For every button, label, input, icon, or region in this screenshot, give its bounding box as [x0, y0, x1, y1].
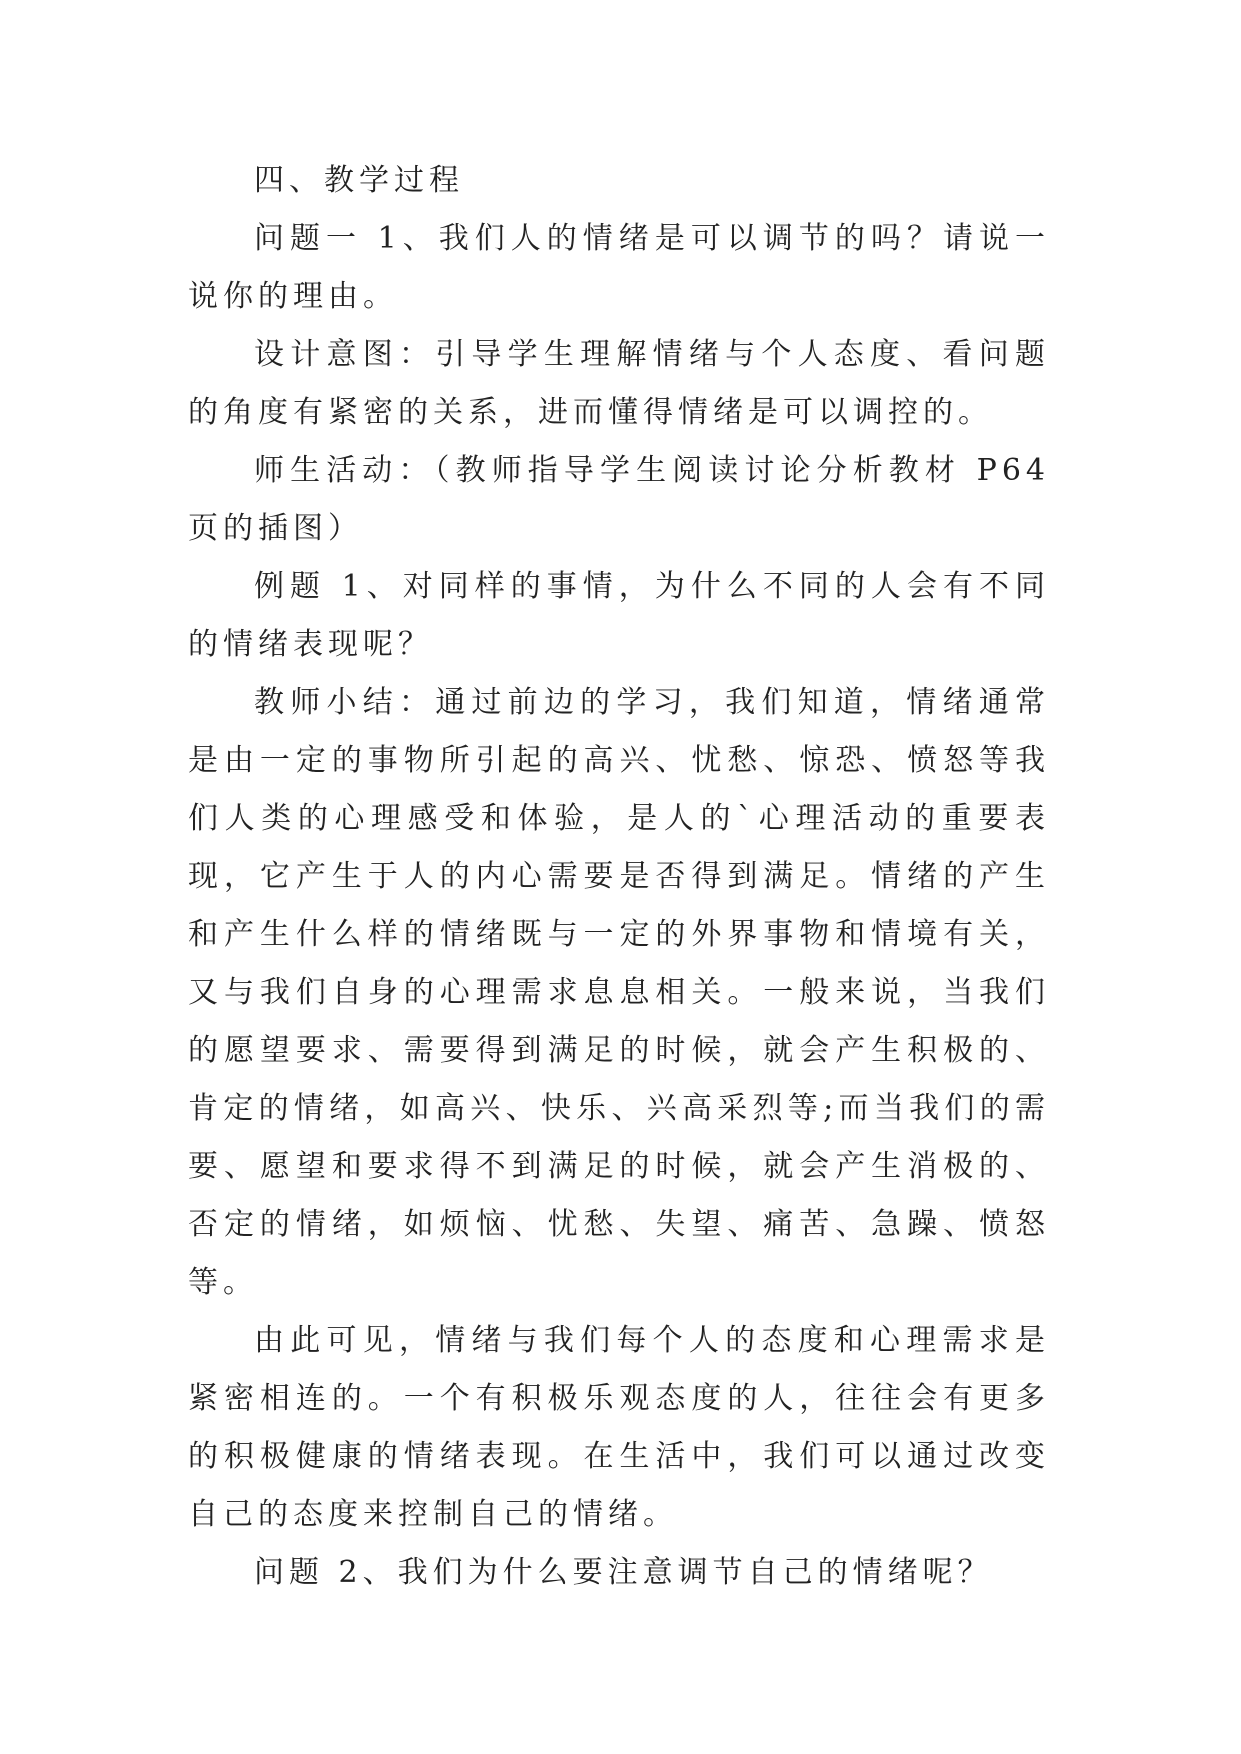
teacher-summary: 教师小结：通过前边的学习，我们知道，情绪通常是由一定的事物所引起的高兴、忧愁、惊恐、愤怒等我们人类的心理感受和体验，是人的`心理活动的重要表现，它产生于人的内心需要是否得到满足。情绪的产生和产生什么样的情绪既与一定的外界事物和情境有关，又与我们自身的心理需求息息相关。一般来说，当我们的愿望要求、需要得到满足的时候，就会产生积极的、肯定的情绪，如高兴、快乐、兴高采烈等;而当我们的需要、愿望和要求得不到满足的时候，就会产生消极的、否定的情绪，如烦恼、忧愁、失望、痛苦、急躁、愤怒等。 — [188, 685, 1050, 1300]
document-body — [188, 152, 1050, 1602]
teacher-student-activity: 师生活动：（教师指导学生阅读讨论分析教材 P64 页的插图） — [188, 453, 1050, 546]
question-one: 问题一 1、我们人的情绪是可以调节的吗？请说一说你的理由。 — [188, 221, 1050, 314]
design-intent: 设计意图：引导学生理解情绪与个人态度、看问题的角度有紧密的关系，进而懂得情绪是可以调控的。 — [188, 337, 1050, 430]
section-heading: 四、教学过程 — [254, 163, 464, 198]
question-two: 问题 2、我们为什么要注意调节自己的情绪呢？ — [254, 1555, 993, 1590]
example-one: 例题 1、对同样的事情，为什么不同的人会有不同的情绪表现呢？ — [188, 569, 1050, 662]
conclusion-paragraph: 由此可见，情绪与我们每个人的态度和心理需求是紧密相连的。一个有积极乐观态度的人，往往会有更多的积极健康的情绪表现。在生活中，我们可以通过改变自己的态度来控制自己的情绪。 — [188, 1323, 1050, 1532]
